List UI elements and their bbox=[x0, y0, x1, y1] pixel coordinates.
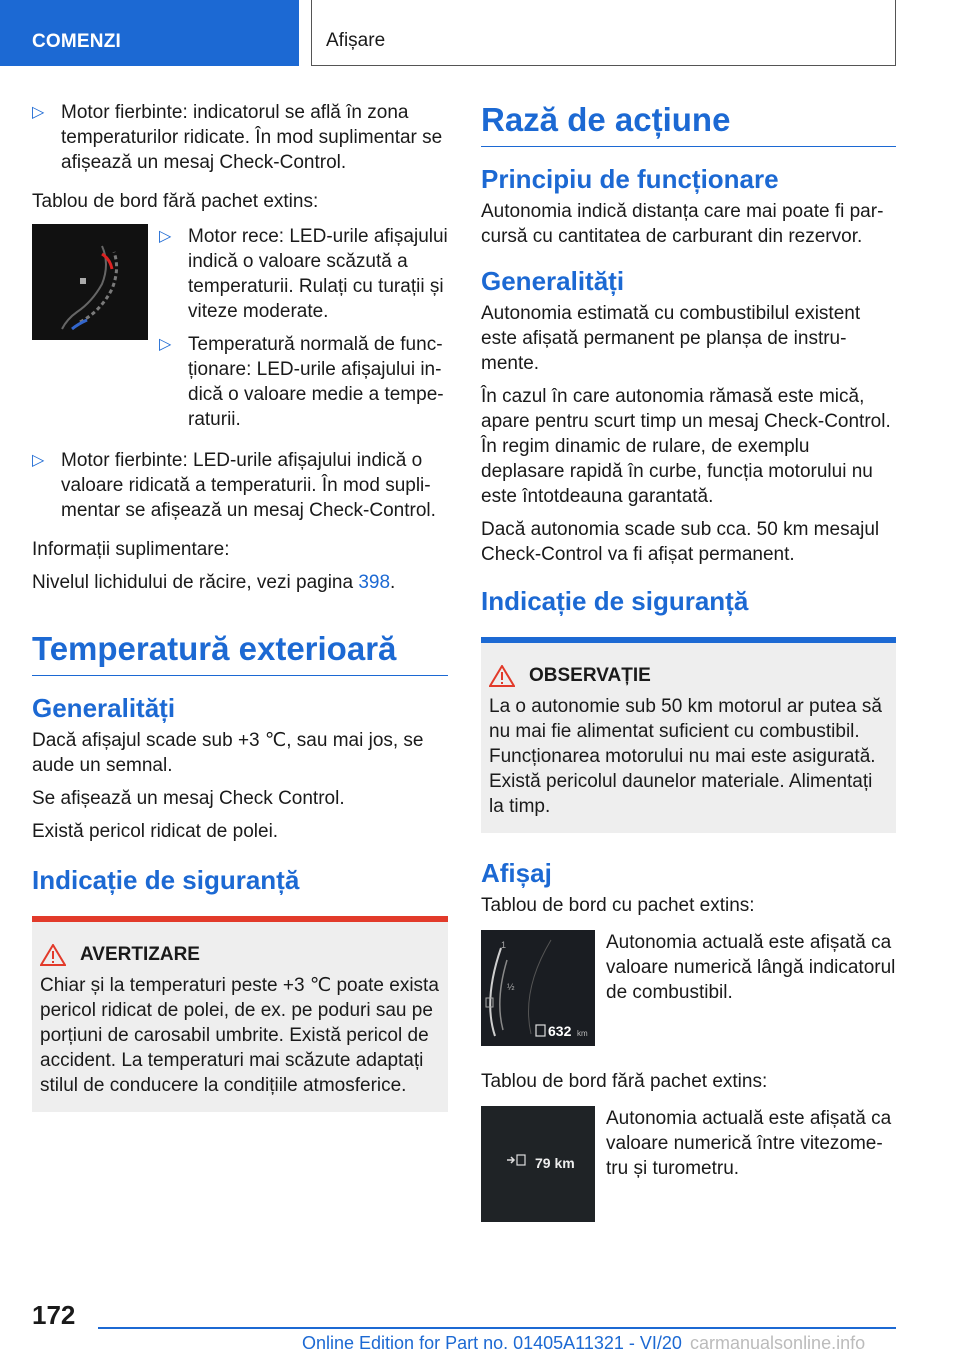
range-unit: km bbox=[577, 1029, 588, 1038]
section-heading-outside-temp: Temperatură exterioară bbox=[32, 629, 448, 676]
range-readout: 632 bbox=[548, 1023, 572, 1039]
left-column bbox=[32, 100, 448, 1112]
list-item bbox=[159, 332, 448, 432]
subheading-safety: Indicație de siguranță bbox=[481, 586, 749, 616]
paragraph: Se afișează un mesaj Check Control. bbox=[32, 788, 345, 809]
subheading-display: Afișaj bbox=[481, 858, 552, 888]
chapter-tab[interactable] bbox=[0, 0, 299, 66]
chapter-label: COMENZI bbox=[32, 31, 122, 52]
notice-text: La o autonomie sub 50 km motorul ar putea să nu mai fie alimentat suficient cu combustibil. Funcționarea motorului nu mai este asigurată. Există pericolul daunelor materiale. Alimentați la timp. bbox=[489, 696, 882, 817]
bullet-triangle-icon: ▷ bbox=[32, 104, 45, 121]
subheading-general: Generalități bbox=[481, 266, 625, 296]
footer-edition: Online Edition for Part no. 01405A11321 - VI/20 bbox=[302, 1333, 682, 1353]
bullet-text: Motor fierbinte: indicatorul se află în zona temperaturilor ridicate. În mod suplimentar se afișează un mesaj Check-Control. bbox=[61, 102, 443, 173]
warning-triangle-icon bbox=[40, 944, 66, 966]
figure-side-text: Autonomia actuală este afișată ca valoare numerică între vitezometru și turometru. bbox=[606, 1108, 892, 1179]
figure-side-text bbox=[148, 224, 448, 440]
notice-box bbox=[481, 637, 896, 833]
bullet-triangle-icon: ▷ bbox=[159, 228, 172, 245]
paragraph: Există pericol ridicat de polei. bbox=[32, 821, 279, 842]
paragraph: Autonomia estimată cu combustibilul existent este afișată permanent pe planșa de instrumente. bbox=[481, 303, 861, 374]
right-column bbox=[481, 100, 896, 1237]
coolant-page-link[interactable]: 398 bbox=[358, 572, 391, 593]
figure-row bbox=[481, 1106, 896, 1229]
footer-divider bbox=[98, 1327, 896, 1329]
subheading-principle: Principiu de funcționare bbox=[481, 164, 779, 194]
paragraph: Dacă autonomia scade sub cca. 50 km mesajul Check-Control va fi afișat permanent. bbox=[481, 519, 880, 565]
svg-text:½: ½ bbox=[507, 982, 515, 992]
figure-row bbox=[32, 224, 448, 440]
svg-text:1: 1 bbox=[501, 940, 507, 950]
bullet-triangle-icon: ▷ bbox=[32, 452, 45, 469]
paragraph-coolant bbox=[32, 570, 448, 595]
list-item bbox=[159, 224, 448, 324]
section-heading-range: Rază de acțiune bbox=[481, 100, 896, 147]
paragraph: Tablou de bord fără pachet extins: bbox=[481, 1071, 768, 1092]
notice-title bbox=[489, 663, 888, 688]
paragraph: Autonomia indică distanța care mai poate fi parcursă cu cantitatea de carburant din rezervor. bbox=[481, 201, 884, 247]
coolant-text: Nivelul lichidului de răcire, vezi pagina bbox=[32, 572, 359, 593]
list-item bbox=[32, 100, 448, 175]
coolant-period: . bbox=[390, 572, 396, 593]
warning-box bbox=[32, 916, 448, 1112]
page-number: 172 bbox=[32, 1300, 76, 1330]
range-display-extended-image bbox=[481, 930, 595, 1053]
paragraph: În cazul în care autonomia rămasă este mică, apare pentru scurt timp un mesaj Check-Control. În regim dinamic de rulare, de exemplu deplasare rapidă în curbe, funcția motorului nu este întotdeauna garantată. bbox=[481, 386, 891, 507]
paragraph: Tablou de bord cu pachet extins: bbox=[481, 895, 755, 916]
warning-title bbox=[40, 942, 440, 967]
bullet-text: Temperatură normală de funcționare: LED-urile afișajului indică o valoare medie a temperaturii. bbox=[188, 334, 444, 430]
subheading-general: Generalități bbox=[32, 693, 176, 723]
section-label: Afișare bbox=[326, 30, 386, 51]
bullet-text: Motor rece: LED-urile afișajului indică o valoare scăzută a temperaturii. Rulați cu turații și viteze moderate. bbox=[188, 226, 448, 322]
range-display-basic-image bbox=[481, 1106, 595, 1229]
paragraph: Informații suplimentare: bbox=[32, 539, 230, 560]
bullet-triangle-icon: ▷ bbox=[159, 336, 172, 353]
bullet-text: Motor fierbinte: LED-urile afișajului indică o valoare ridicată a temperaturii. În mod suplimentar se afișează un mesaj Check-Control. bbox=[61, 450, 436, 521]
warning-text: Chiar și la temperaturi peste +3 ℃ poate exista pericol ridicat de polei, de ex. pe poduri sau pe porțiuni de carosabil umbrite. Există pericol de accident. La temperaturi mai scăzute adaptați stilul de conducere la condițiile atmosferice. bbox=[40, 975, 439, 1096]
temperature-gauge-image bbox=[32, 224, 148, 440]
figure-side-text: Autonomia actuală este afișată ca valoare numerică lângă indicatorul de combustibil. bbox=[606, 932, 896, 1003]
range-readout-basic: 79 km bbox=[535, 1155, 575, 1171]
list-item bbox=[32, 448, 448, 523]
section-header bbox=[311, 0, 896, 66]
notice-title-text: OBSERVAȚIE bbox=[529, 665, 651, 686]
subheading-safety: Indicație de siguranță bbox=[32, 865, 300, 895]
paragraph: Dacă afișajul scade sub +3 ℃, sau mai jos, se aude un semnal. bbox=[32, 730, 424, 776]
watermark: carmanualsonline.info bbox=[690, 1333, 866, 1353]
paragraph: Tablou de bord fără pachet extins: bbox=[32, 191, 319, 212]
warning-title-text: AVERTIZARE bbox=[80, 944, 200, 965]
figure-row bbox=[481, 930, 896, 1053]
notice-triangle-icon bbox=[489, 665, 515, 687]
